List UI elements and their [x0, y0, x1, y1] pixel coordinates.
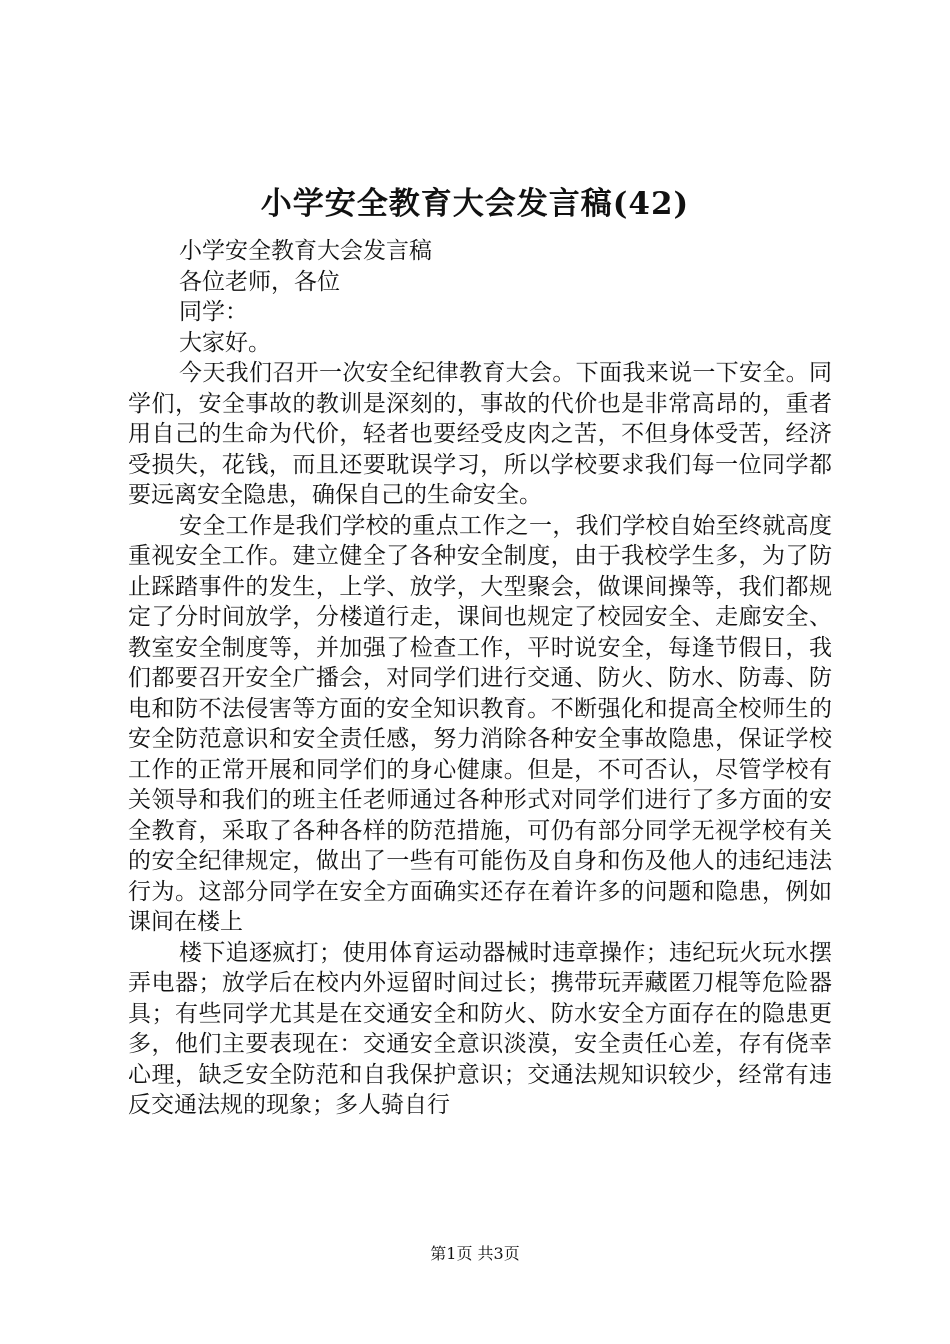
- paragraph: 安全工作是我们学校的重点工作之一，我们学校自始至终就高度重视安全工作。建立健全了各种安全制度，由于我校学生多，为了防止踩踏事件的发生，上学、放学，大型聚会，做课间操等，我们都规定了分时间放学，分楼道行走，课间也规定了校园安全、走廊安全、教室安全制度等，并加强了检查工作，平时说安全，每逢节假日，我们都要召开安全广播会，对同学们进行交通、防火、防水、防毒、防电和防不法侵害等方面的安全知识教育。不断强化和提高全校师生的安全防范意识和安全责任感，努力消除各种安全事故隐患，保证学校工作的正常开展和同学们的身心健康。但是，不可否认，尽管学校有关领导和我们的班主任老师通过各种形式对同学们进行了多方面的安全教育，采取了各种各样的防范措施，可仍有部分同学无视学校有关的安全纪律规定，做出了一些有可能伤及自身和伤及他人的违纪违法行为。这部分同学在安全方面确实还存在着许多的问题和隐患，例如课间在楼上: [128, 512, 832, 935]
- paragraph: 楼下追逐疯打；使用体育运动器械时违章操作；违纪玩火玩水摆弄电器；放学后在校内外逗留时间过长；携带玩弄藏匿刀棍等危险器具；有些同学尤其是在交通安全和防火、防水安全方面存在的隐患更多，他们主要表现在：交通安全意识淡漠，安全责任心差，存有侥幸心理，缺乏安全防范和自我保护意识；交通法规知识较少，经常有违反交通法规的现象；多人骑自行: [128, 939, 832, 1118]
- document-body: [128, 236, 832, 1121]
- paragraph: 今天我们召开一次安全纪律教育大会。下面我来说一下安全。同学们，安全事故的教训是深刻的，事故的代价也是非常高昂的，重者用自己的生命为代价，轻者也要经受皮肉之苦，不但身体受苦，经济受损失，花钱，而且还要耽误学习，所以学校要求我们每一位同学都要远离安全隐患，确保自己的生命安全。: [128, 360, 832, 508]
- salutation-line: 大家好。: [179, 329, 271, 356]
- document-title: 小学安全教育大会发言稿(42): [260, 186, 690, 222]
- subtitle-line: 小学安全教育大会发言稿: [179, 238, 432, 264]
- greeting-line-continued: 同学：: [179, 299, 248, 325]
- page-number-footer: 第1页 共3页: [430, 1244, 520, 1263]
- greeting-line: 各位老师，各位: [179, 268, 340, 295]
